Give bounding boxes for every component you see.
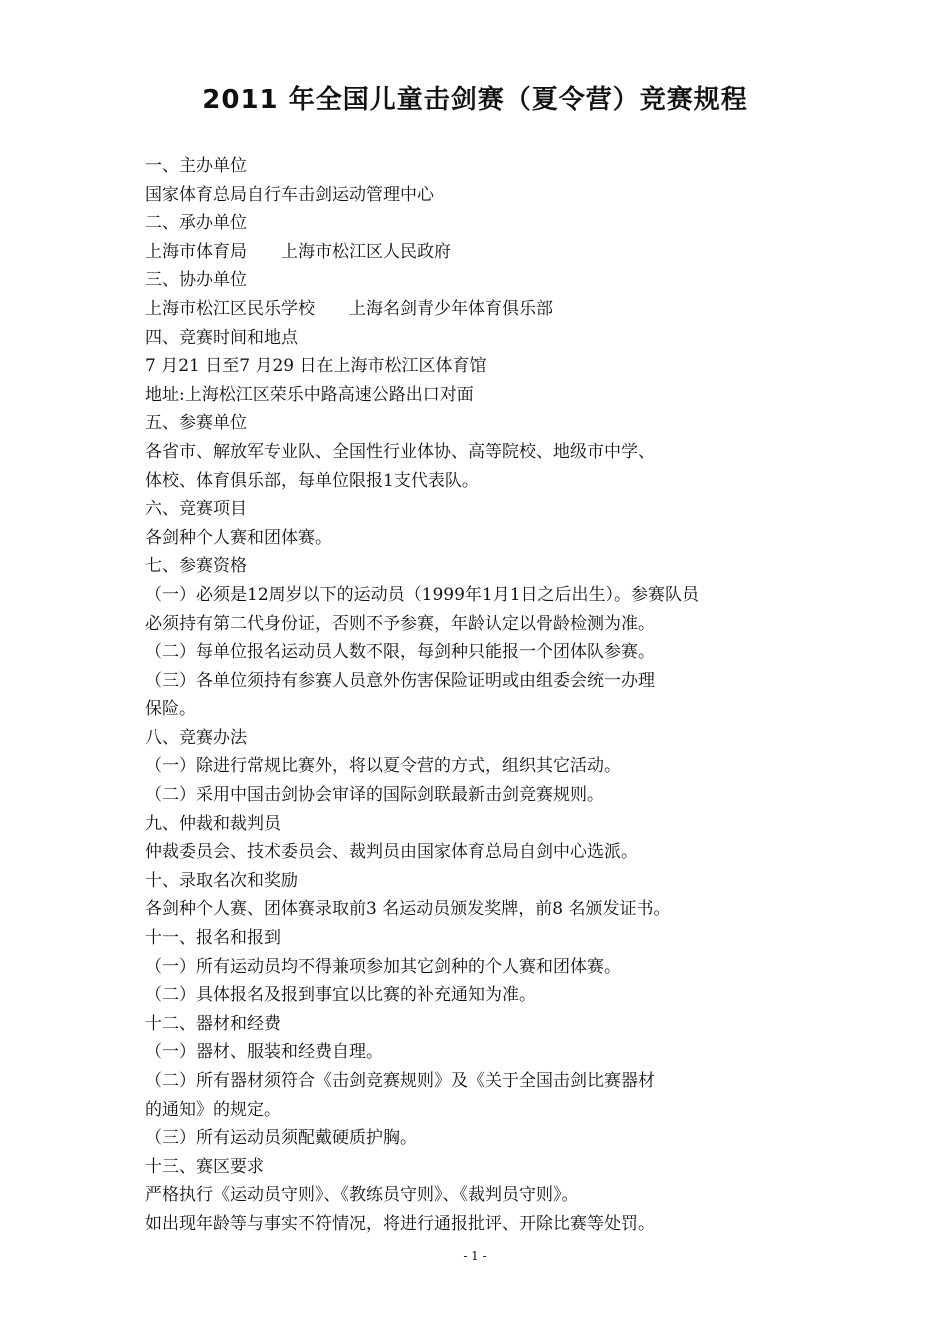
body-line: 十一、报名和报到 — [145, 928, 281, 949]
body-line: 九、仲裁和裁判员 — [145, 813, 281, 834]
body-line: （二）具体报名及报到事宜以比赛的补充通知为准。 — [145, 985, 536, 1006]
body-line: 五、参赛单位 — [145, 413, 247, 434]
body-line: （三）各单位须持有参赛人员意外伤害保险证明或由组委会统一办理 — [145, 670, 655, 691]
body-line: 保险。 — [145, 699, 196, 720]
body-line: （二）采用中国击剑协会审译的国际剑联最新击剑竞赛规则。 — [145, 785, 604, 806]
body-line: 各剑种个人赛和团体赛。 — [145, 527, 332, 548]
body-line: （一）除进行常规比赛外，将以夏令营的方式，组织其它活动。 — [145, 756, 621, 777]
body-line: 八、竞赛办法 — [145, 727, 247, 748]
body-line: 上海市体育局 上海市松江区人民政府 — [145, 241, 451, 262]
body-line: 二、承办单位 — [145, 213, 247, 234]
body-line: 地址:上海松江区荣乐中路高速公路出口对面 — [145, 384, 474, 405]
body-line: 7 月21 日至7 月29 日在上海市松江区体育馆 — [145, 356, 487, 377]
body-line: 上海市松江区民乐学校 上海名剑青少年体育俱乐部 — [145, 298, 553, 319]
body-line: 十三、赛区要求 — [145, 1156, 264, 1177]
body-line: 国家体育总局自行车击剑运动管理中心 — [145, 184, 434, 205]
body-line: （一）必须是12周岁以下的运动员（1999年1月1日之后出生）。参赛队员 — [145, 584, 700, 605]
document-body — [145, 152, 785, 1239]
body-line: （二）每单位报名运动员人数不限，每剑种只能报一个团体队参赛。 — [145, 642, 655, 663]
body-line: 体校、体育俱乐部，每单位限报1支代表队。 — [145, 470, 479, 491]
page-number: - 1 - — [463, 1249, 487, 1263]
body-line: 十、录取名次和奖励 — [145, 870, 298, 891]
body-line: 各剑种个人赛、团体赛录取前3 名运动员颁发奖牌，前8 名颁发证书。 — [145, 899, 671, 920]
body-line: 三、协办单位 — [145, 270, 247, 291]
body-line: 一、主办单位 — [145, 156, 247, 176]
body-line: 四、竞赛时间和地点 — [145, 327, 298, 348]
body-line: 六、竞赛项目 — [145, 499, 247, 520]
body-line: 严格执行《运动员守则》、《教练员守则》、《裁判员守则》。 — [145, 1185, 579, 1206]
document-title: 2011 年全国儿童击剑赛（夏令营）竞赛规程 — [202, 85, 748, 115]
body-line: 仲裁委员会、技术委员会、裁判员由国家体育总局自剑中心选派。 — [145, 842, 638, 863]
body-line: （一）器材、服装和经费自理。 — [145, 1042, 383, 1063]
body-line: 如出现年龄等与事实不符情况，将进行通报批评、开除比赛等处罚。 — [145, 1213, 655, 1234]
body-line: 七、参赛资格 — [145, 556, 247, 577]
body-line: 各省市、解放军专业队、全国性行业体协、高等院校、地级市中学、 — [145, 441, 655, 462]
body-line: 的通知》的规定。 — [145, 1099, 281, 1120]
body-line: （一）所有运动员均不得兼项参加其它剑种的个人赛和团体赛。 — [145, 956, 621, 977]
body-line: （三）所有运动员须配戴硬质护胸。 — [145, 1128, 417, 1149]
body-line: （二）所有器材须符合《击剑竞赛规则》及《关于全国击剑比赛器材 — [145, 1071, 655, 1091]
body-line: 十二、器材和经费 — [145, 1013, 281, 1034]
body-line: 必须持有第二代身份证，否则不予参赛，年龄认定以骨龄检测为准。 — [145, 613, 655, 634]
